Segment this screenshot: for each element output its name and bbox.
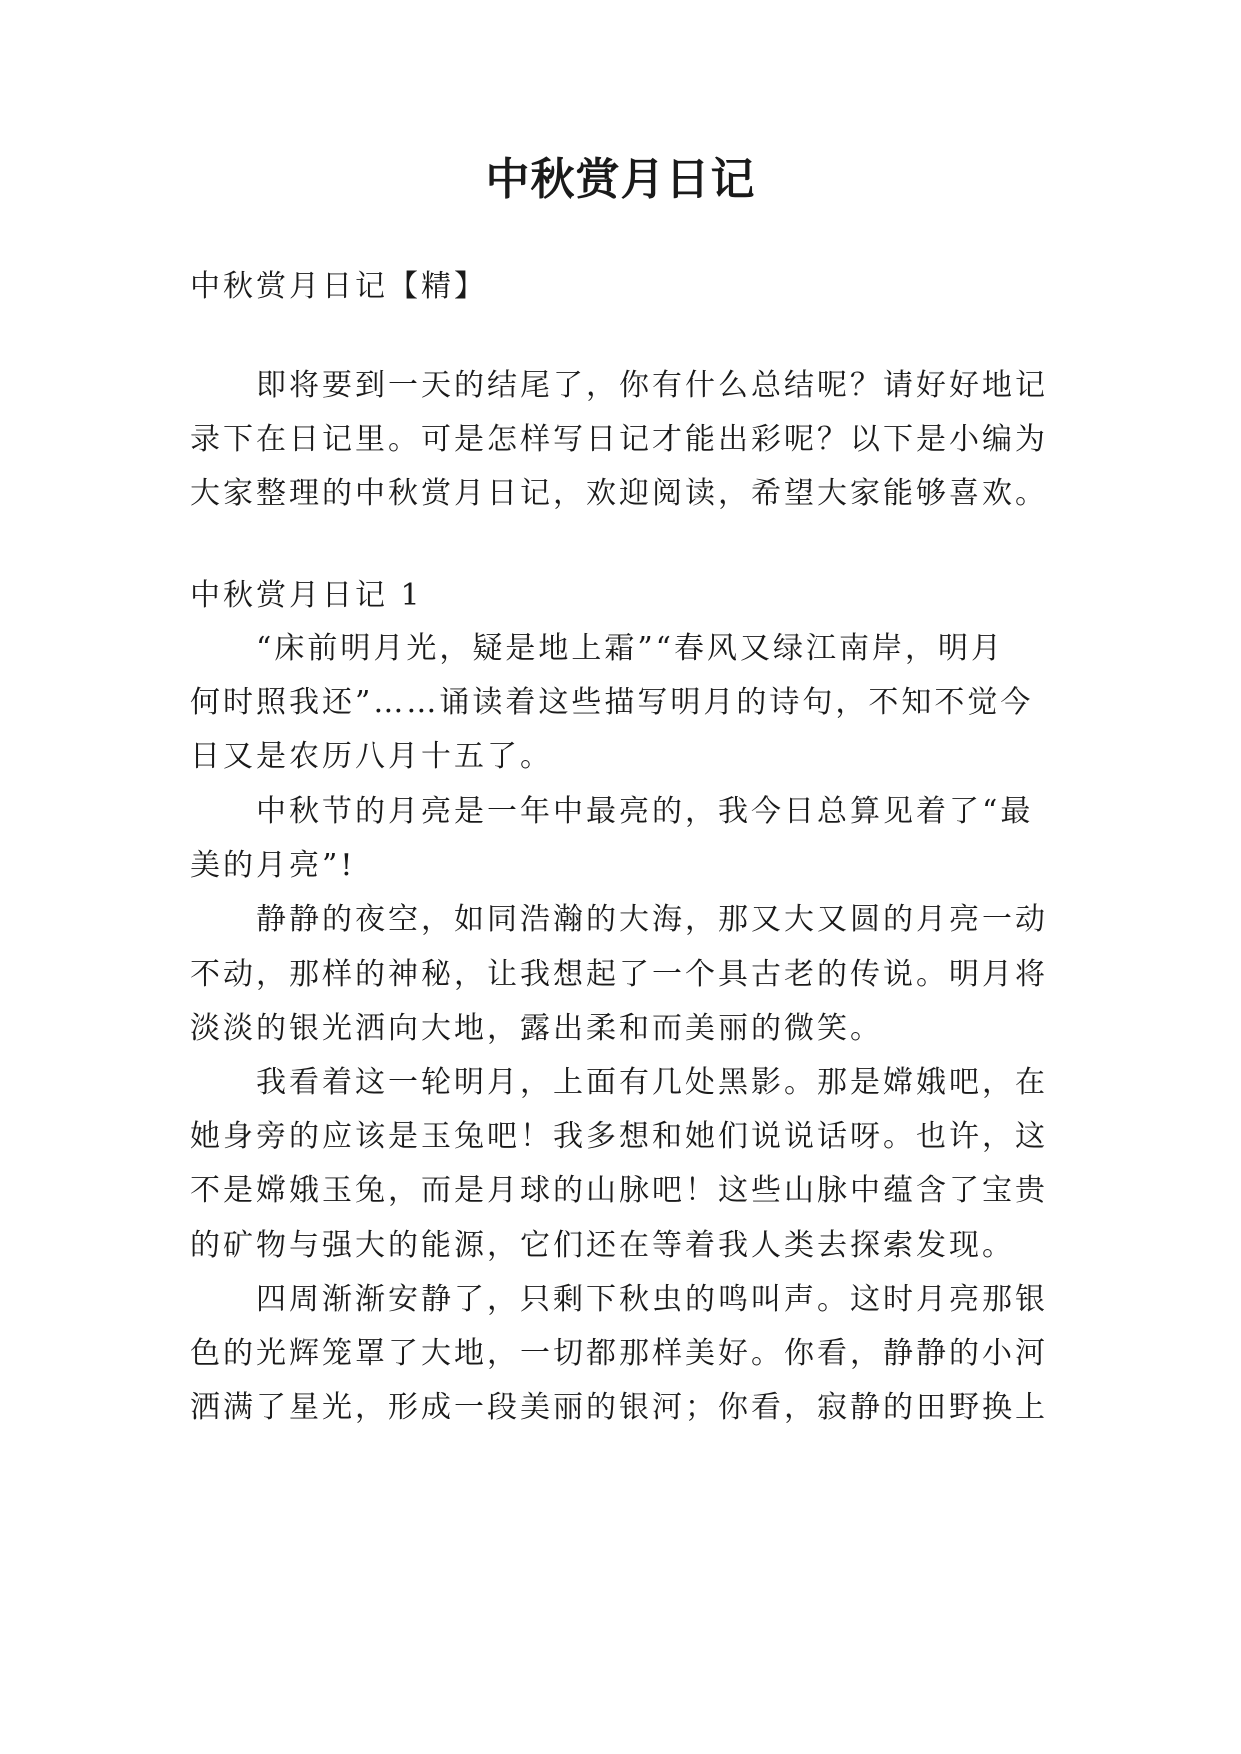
document-title: 中秋赏月日记 xyxy=(485,154,756,205)
body-line: 洒满了星光，形成一段美丽的银河；你看，寂静的田野换上 xyxy=(190,1390,1048,1425)
body-line: 日又是农历八月十五了。 xyxy=(190,739,553,774)
intro-line: 即将要到一天的结尾了，你有什么总结呢？请好好地记 xyxy=(256,368,1048,403)
body-line: 不动，那样的神秘，让我想起了一个具古老的传说。明月将 xyxy=(190,957,1048,992)
document-subtitle: 中秋赏月日记【精】 xyxy=(190,269,487,304)
body-line: 的矿物与强大的能源，它们还在等着我人类去探索发现。 xyxy=(190,1228,1015,1263)
body-line: 不是嫦娥玉兔，而是月球的山脉吧！这些山脉中蕴含了宝贵 xyxy=(190,1173,1048,1208)
body-line: 色的光辉笼罩了大地，一切都那样美好。你看，静静的小河 xyxy=(190,1336,1048,1371)
body-line: “床前明月光，疑是地上霜”“春风又绿江南岸，明月 xyxy=(256,631,1005,666)
body-line: 美的月亮”! xyxy=(190,848,356,883)
body-line: 中秋节的月亮是一年中最亮的，我今日总算见着了“最 xyxy=(256,794,1034,829)
body-line: 静静的夜空，如同浩瀚的大海，那又大又圆的月亮一动 xyxy=(256,902,1048,937)
intro-line: 大家整理的中秋赏月日记，欢迎阅读，希望大家能够喜欢。 xyxy=(190,476,1048,511)
body-line: 她身旁的应该是玉兔吧！我多想和她们说说话呀。也许，这 xyxy=(190,1119,1048,1154)
body-line: 淡淡的银光洒向大地，露出柔和而美丽的微笑。 xyxy=(190,1011,883,1046)
body-line: 四周渐渐安静了，只剩下秋虫的鸣叫声。这时月亮那银 xyxy=(256,1282,1048,1317)
body-line: 我看着这一轮明月，上面有几处黑影。那是嫦娥吧，在 xyxy=(256,1065,1048,1100)
section-heading: 中秋赏月日记 1 xyxy=(190,578,423,613)
intro-line: 录下在日记里。可是怎样写日记才能出彩呢？以下是小编为 xyxy=(190,422,1048,457)
body-line: 何时照我还”……诵读着这些描写明月的诗句，不知不觉今 xyxy=(190,685,1034,720)
